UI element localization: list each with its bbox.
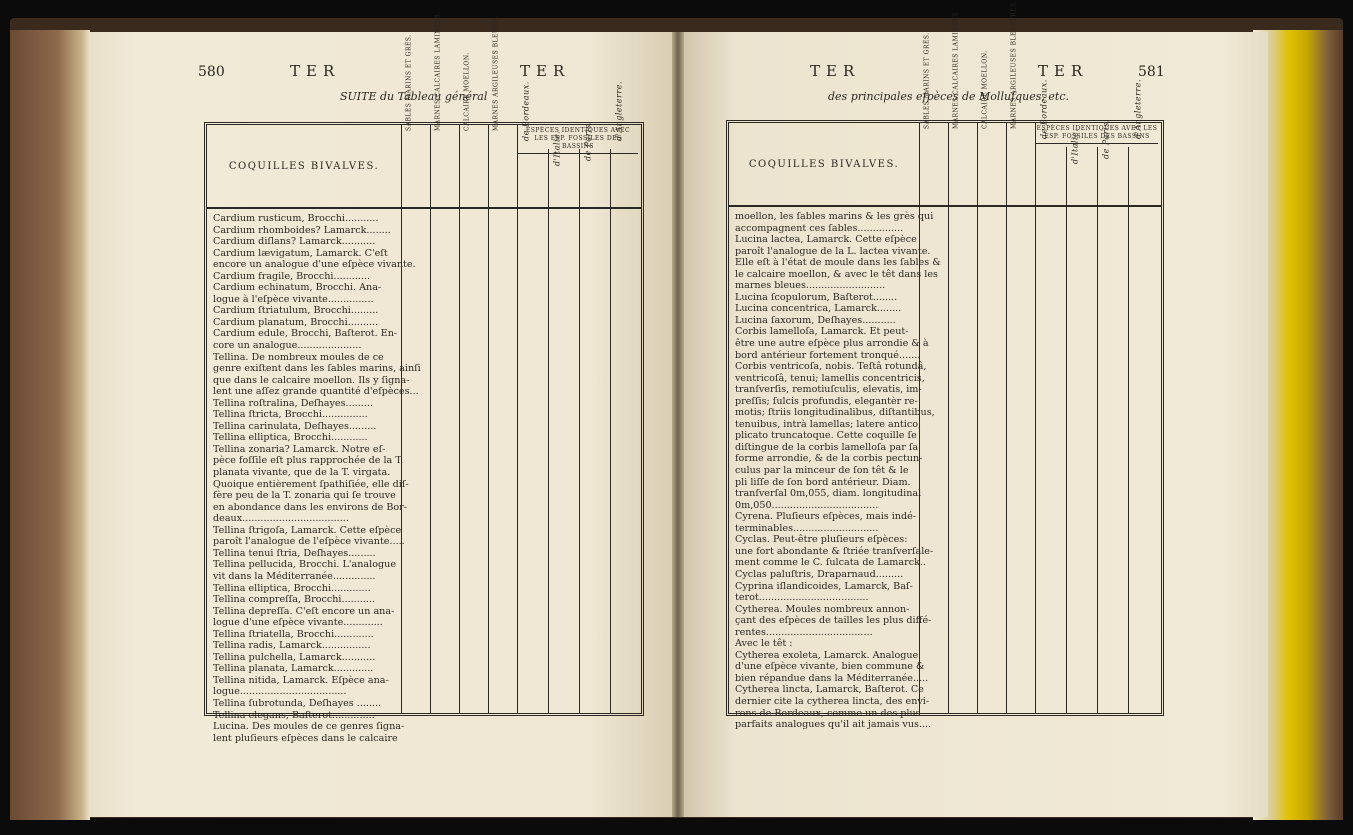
text-line: marnes bleues.......................... [735, 280, 886, 292]
col-header: CALCAIRE MOELLON. [977, 123, 1007, 205]
text-line: terminables............................ [735, 522, 879, 534]
sub-header: de Bordeaux. [517, 149, 549, 207]
table-body-text [213, 213, 421, 744]
text-line: plicato truncatoque. Cette coquille ſe [735, 430, 917, 442]
text-line: Tellina elliptica, Brocchi............. [213, 582, 371, 594]
text-line: Cardium echinatum, Brocchi. Ana- [213, 282, 382, 294]
text-line: Tellina pulchella, Lamarck........... [213, 651, 376, 663]
running-head: TER [520, 62, 571, 80]
text-line: Cytherea lincta, Lamarck, Baſterot. Ce [735, 684, 924, 696]
text-line: Tellina depreſſa. C'eſt encore un ana- [213, 605, 395, 617]
text-line: Cyclas. Peut-être pluſieurs eſpèces: [735, 534, 908, 546]
book-cover-left [10, 30, 90, 820]
text-line: moellon, les ſables marins & les grès qui [735, 211, 934, 222]
text-line: Cardium rusticum, Brocchi........... [213, 213, 379, 224]
text-line: genre exiſtent dans les ſables marins, ainſi [213, 363, 421, 375]
text-line: logue d'une eſpèce vivante............. [213, 617, 383, 629]
group-header: ESPÈCES IDENTIQUES AVEC LES ESP. FOSSILES DES BASSINS [1036, 125, 1158, 144]
text-line: rons de Bordeaux, comme un des plus [735, 707, 921, 719]
table-subtitle: des principales eſpèces de Molluſques, etc. [828, 90, 1069, 103]
text-line: Lucina concentrica, Lamarck........ [735, 303, 902, 315]
text-line: Cardium rhomboides? Lamarck........ [213, 224, 391, 236]
sub-header: d'Angleterre. [1133, 78, 1142, 139]
text-line: Cyprina iſlandicoides, Lamarck, Baſ- [735, 580, 913, 592]
text-line: Corbis lamelloſa, Lamarck. Et peut- [735, 326, 909, 338]
text-line: bord antérieur fortement tronqué....... [735, 349, 921, 361]
col-header: MARNES ARGILEUSES BLEUES. [488, 125, 518, 207]
text-line: accompagnent ces ſables............... [735, 222, 904, 234]
text-line: Tellina carinulata, Deſhayes......... [213, 420, 377, 432]
sub-header: de Bordeaux. [1035, 147, 1067, 205]
running-head: TER [290, 62, 341, 80]
text-line: 0m,050................................... [735, 499, 879, 511]
book-gutter [672, 32, 684, 817]
text-line: Cardium lævigatum, Lamarck. C'eſt [213, 247, 388, 259]
text-line: tenuibus, intrà lamellas; latere antico, [735, 418, 922, 430]
text-line: Tellina elliptica, Brocchi............ [213, 432, 368, 444]
running-head: TER [810, 62, 861, 80]
text-line: dernier cite la cytherea lincta, des envi- [735, 695, 930, 707]
text-line: Avec le têt : [735, 638, 793, 650]
table-title: COQUILLES BIVALVES. [729, 123, 920, 205]
text-line: le calcaire moellon, & avec le têt dans les [735, 268, 938, 280]
text-line: parfaits analogues qu'il ait jamais vus.... [735, 719, 932, 731]
text-line: Lucina ſaxorum, Deſhayes........... [735, 314, 896, 326]
text-line: d'une eſpèce vivante, bien commune & [735, 661, 925, 673]
text-line: Tellina elegans, Baſterot.............. [213, 709, 375, 721]
text-line: Tellina. De nombreux moules de ce [213, 351, 384, 363]
text-line: Cardium fragile, Brocchi............ [213, 270, 371, 282]
text-line: Tellina roſtralina, Deſhayes......... [213, 397, 373, 409]
text-line: encore un analogue d'une eſpèce vivante. [213, 259, 416, 271]
text-line: Quoique entièrement ſpathiſiée, elle diſ- [213, 478, 409, 490]
col-header: CALCAIRE MOELLON. [459, 125, 489, 207]
col-header: SABLES MARINS ET GRÈS. [401, 125, 431, 207]
text-line: Lucina lactea, Lamarck. Cette eſpèce [735, 234, 917, 246]
text-line: Tellina ſtricta, Brocchi............... [213, 409, 368, 421]
text-line: paroît l'analogue de la L. lactea vivante. [735, 245, 931, 257]
text-line: bien répandue dans la Méditerranée..... [735, 672, 929, 684]
text-line: Cytherea exoleta, Lamarck. Analogue [735, 649, 919, 661]
text-line: pli liſſe de ſon bord antérieur. Diam. [735, 476, 911, 488]
text-line: Elle eſt à l'état de moule dans les ſables & [735, 257, 941, 269]
text-line: Tellina ſtriatella, Brocchi............. [213, 628, 374, 640]
sub-header: d'Italie. [548, 149, 580, 207]
table-title: COQUILLES BIVALVES. [207, 125, 402, 207]
text-line: lent une aſſez grande quantité d'eſpèces... [213, 386, 419, 398]
text-line: terot.................................... [735, 592, 869, 604]
text-line: Cardium diſlans? Lamarck........... [213, 236, 376, 248]
text-line: que dans le calcaire moellon. Ils y ſigna- [213, 374, 410, 386]
text-line: ventricoſâ, tenui; lamellis concentricis, [735, 372, 925, 384]
text-line: lent pluſieurs eſpèces dans le calcaire [213, 732, 398, 744]
text-line: Tellina planata, Lamarck............. [213, 663, 374, 675]
text-line: Cardium planatum, Brocchi.......... [213, 316, 379, 328]
text-line: être une autre eſpèce plus arrondie & à [735, 338, 929, 350]
right-page [678, 0, 1268, 817]
page-number: 581 [1138, 64, 1165, 80]
text-line: culus par la minceur de ſon têt & le [735, 465, 909, 477]
text-line: preſſis; ſulcis profundis, elegantèr re- [735, 395, 918, 407]
text-line: Tellina ſtrigoſa, Lamarck. Cette eſpèce [213, 524, 402, 536]
text-line: fère peu de la T. zonaria qui ſe trouve [213, 490, 396, 502]
text-line: Tellina compreſſa, Brocchi........... [213, 594, 376, 606]
text-line: Corbis ventricoſa, nobis. Teſtâ rotundâ, [735, 361, 927, 373]
text-line: Cytherea. Moules nombreux annon- [735, 603, 910, 615]
text-line: forme arrondie, & de la corbis pectun- [735, 453, 923, 465]
text-line: Tellina pellucida, Brocchi. L'analogue [213, 559, 396, 571]
sub-header: de Paris. [1097, 147, 1129, 205]
text-line: une fort abondante & ſtriée tranſverſale- [735, 545, 934, 557]
text-line: motis; ſtriis longitudinalibus, diſtantibus, [735, 407, 935, 419]
text-line: logue................................... [213, 686, 347, 698]
table-subtitle: SUITE du Tableau général [340, 90, 488, 103]
sub-header: d'Italie. [1066, 147, 1098, 205]
text-line: en abondance dans les environs de Bor- [213, 501, 407, 513]
text-line: Cardium edule, Brocchi, Baſterot. En- [213, 328, 398, 340]
text-line: ment comme le C. ſulcata de Lamarck.. [735, 557, 926, 569]
col-header: MARNES CALCAIRES LAMINÉES. [430, 125, 460, 207]
text-line: planata vivante, que de la T. virgata. [213, 467, 391, 479]
text-line: Lucina. Des moules de ce genres ſigna- [213, 721, 405, 733]
sub-header: d'Angleterre. [614, 80, 623, 141]
text-line: Tellina zonaria? Lamarck. Notre eſ- [213, 443, 386, 455]
text-line: tranſverſal 0m,055, diam. longitudinal [735, 488, 922, 500]
text-line: diſtingue de la corbis lamelloſa par ſa [735, 441, 919, 453]
text-line: Tellina radis, Lamarck................ [213, 640, 371, 652]
group-header: ESPÈCES IDENTIQUES AVEC LES ESP. FOSSILES DES BASSINS [518, 127, 638, 154]
text-line: Cyrena. Pluſieurs eſpèces, mais indé- [735, 511, 917, 523]
col-header: MARNES ARGILEUSES BLEUÂTRES. [1006, 123, 1036, 205]
text-line: deaux................................... [213, 513, 349, 525]
text-line: core un analogue..................... [213, 340, 362, 352]
text-line: vit dans la Méditerranée.............. [213, 570, 376, 582]
text-line: Cardium ſtriatulum, Brocchi......... [213, 305, 379, 317]
text-line: logue à l'eſpèce vivante............... [213, 293, 374, 305]
text-line: çant des eſpèces de tailles les plus diffé- [735, 615, 932, 627]
table-body-text [735, 211, 941, 731]
text-line: tranſverſis, remotiuſculis, elevatis, im- [735, 384, 922, 396]
left-page [90, 11, 678, 817]
text-line: paroît l'analogue de l'eſpèce vivante..... [213, 536, 405, 548]
text-line: Tellina ſubrotunda, Deſhayes ........ [213, 697, 382, 709]
text-line: Lucina ſcopulorum, Baſterot........ [735, 291, 898, 303]
text-line: Tellina nitida, Lamarck. Eſpèce ana- [213, 674, 389, 686]
col-header: MARNES CALCAIRES LAMINÉES. [948, 123, 978, 205]
running-head: TER [1038, 62, 1089, 80]
text-line: Tellina tenui ſtria, Deſhayes......... [213, 547, 376, 559]
text-line: pèce foſſile eſt plus rapprochée de la T. [213, 455, 404, 467]
page-number: 580 [198, 64, 225, 80]
sub-header: de Paris. [579, 149, 611, 207]
text-line: rentes................................... [735, 626, 873, 638]
col-header: SABLES MARINS ET GRÈS. [919, 123, 949, 205]
text-line: Cyclas paluſtris, Draparnaud......... [735, 568, 904, 580]
